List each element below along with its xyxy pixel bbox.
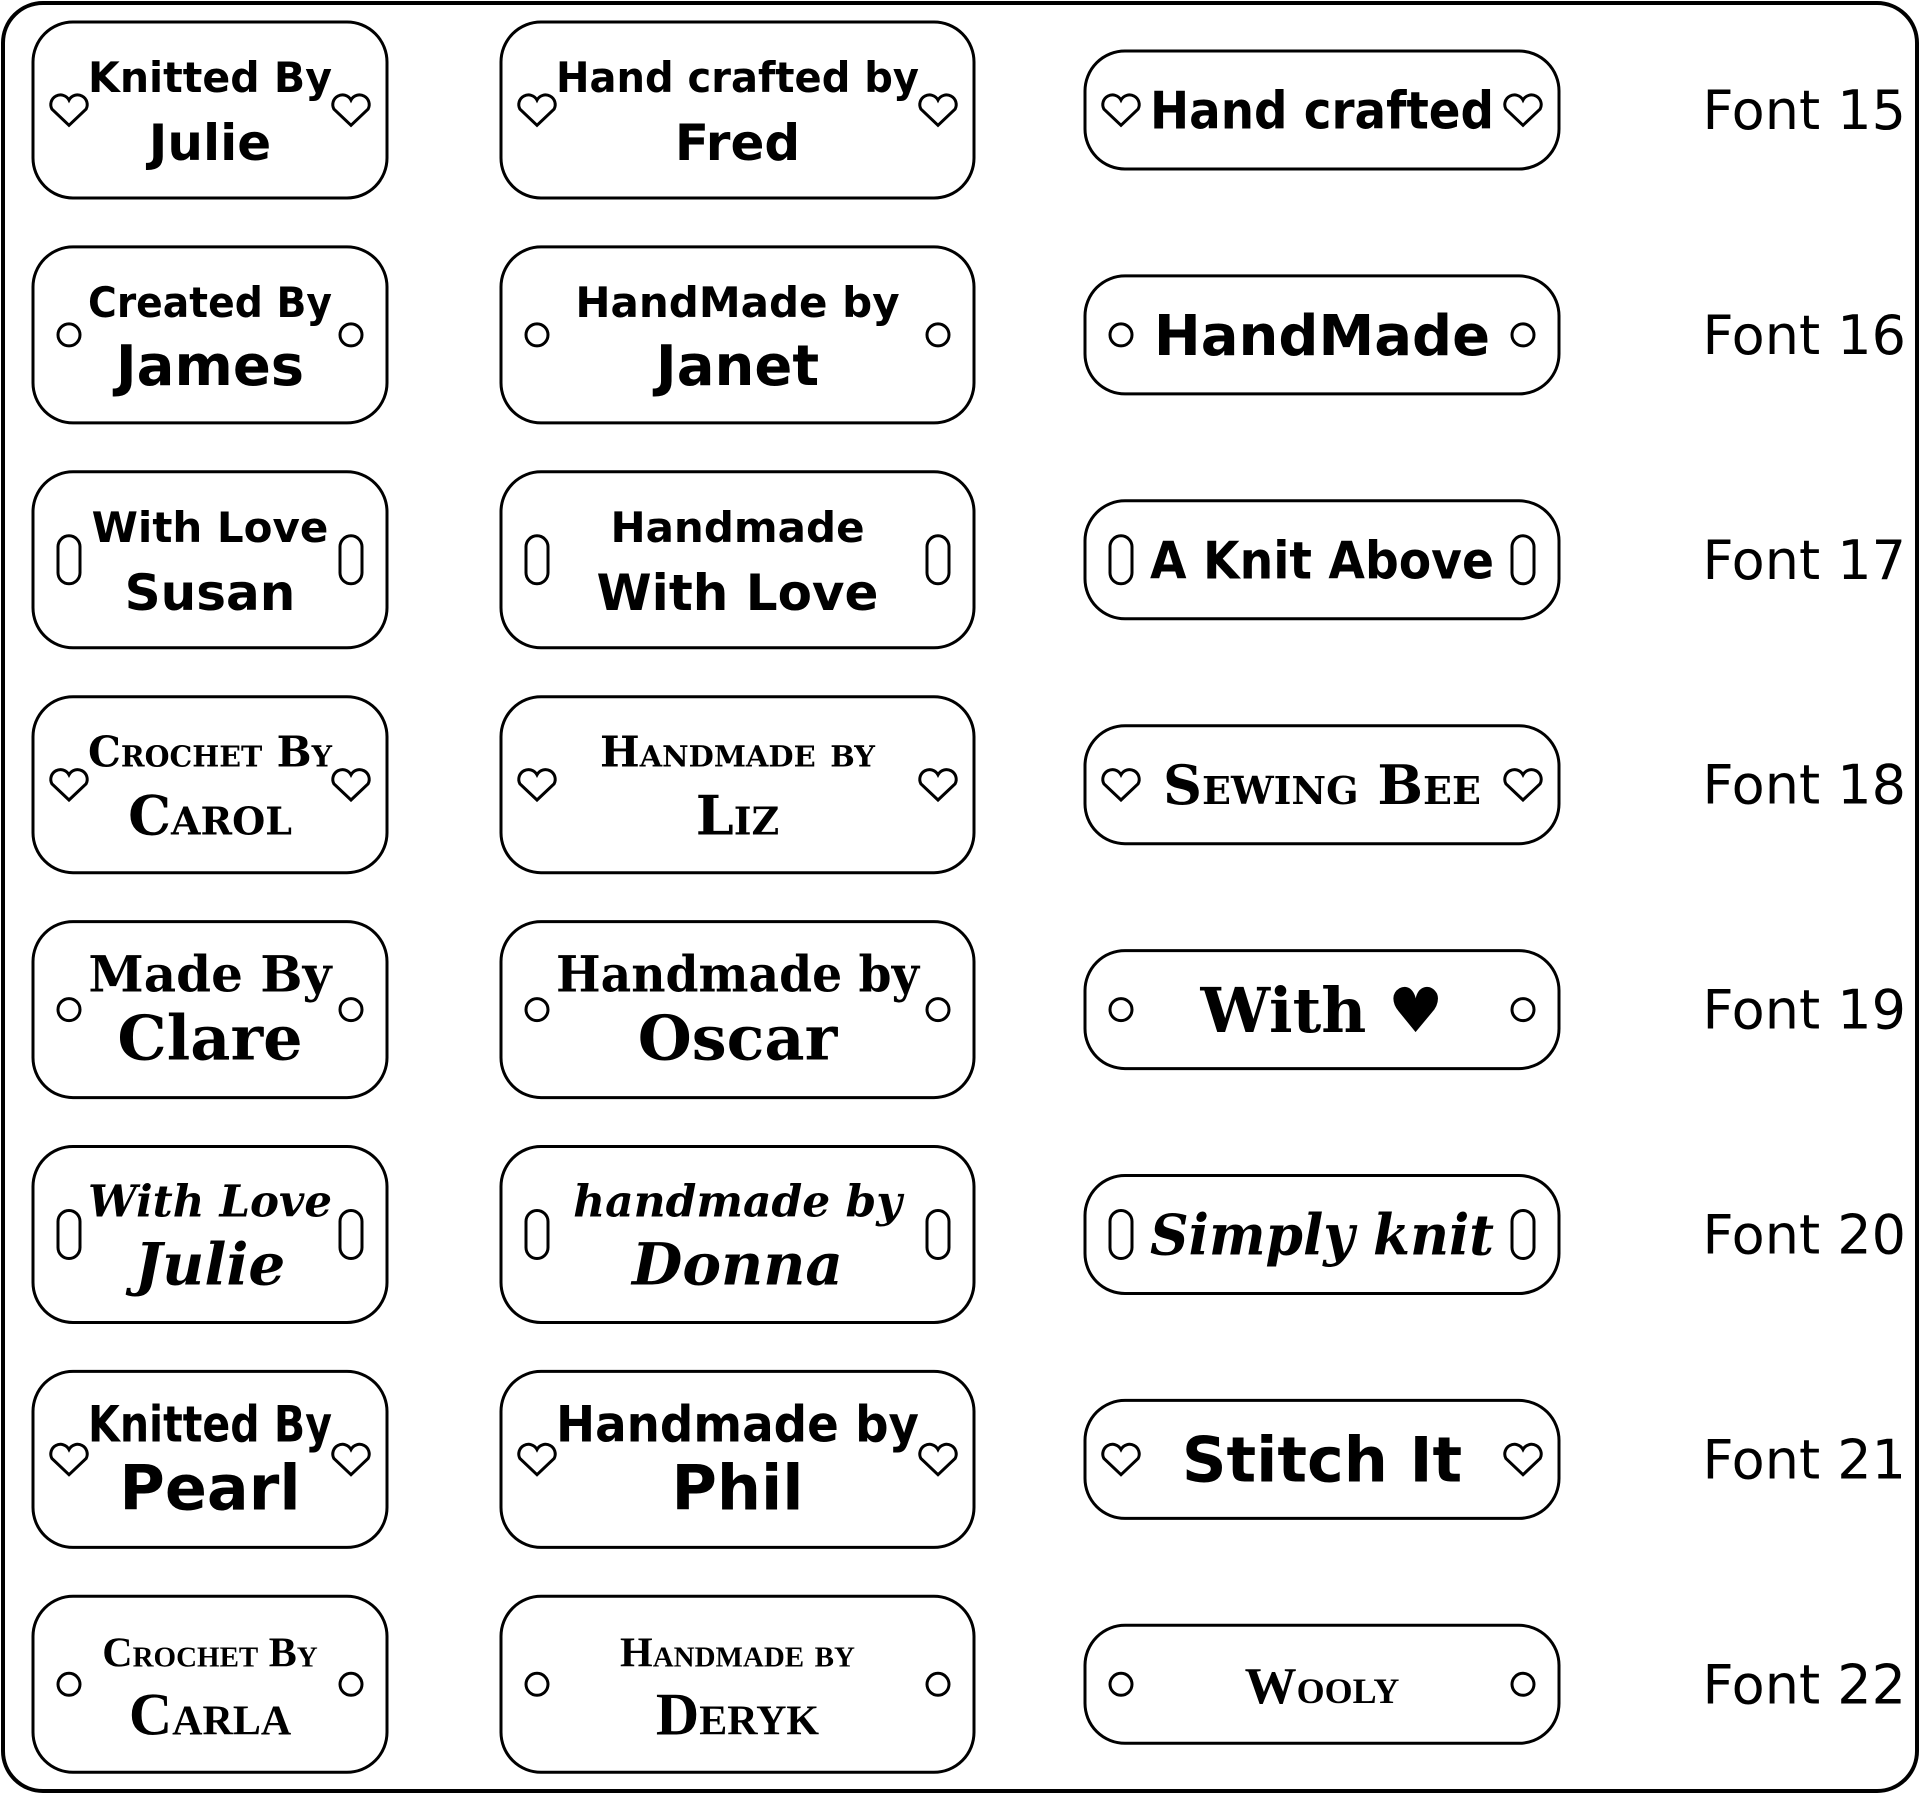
short-tag-first-line: With Love: [88, 1176, 332, 1228]
long-tag-name-line: Fred: [674, 114, 801, 172]
short-tag-name-line: Clare: [117, 1001, 303, 1075]
long-tag-first-line: Handmade by: [556, 1395, 919, 1454]
single-line-tag-text: Wooly: [1244, 1658, 1400, 1716]
long-tag-first-line: Handmade by: [599, 727, 876, 777]
long-tag-font-15: [501, 22, 974, 198]
font-16-label: Font 16: [1702, 303, 1906, 367]
long-tag-name-line: Deryk: [655, 1681, 820, 1748]
single-line-tag-font-21: [1085, 1400, 1559, 1518]
short-tag-font-15: [33, 22, 387, 198]
single-line-tag-font-19: [1085, 951, 1559, 1069]
single-line-tag-text: With ♥: [1200, 973, 1444, 1047]
short-tag-font-18: [33, 697, 387, 873]
short-tag-first-line: With Love: [91, 502, 329, 552]
single-line-tag-text: Hand crafted: [1150, 81, 1494, 142]
font-20-label: Font 20: [1702, 1203, 1906, 1267]
single-line-tag-text: Stitch It: [1181, 1423, 1463, 1497]
long-tag-name-line: Phil: [671, 1451, 804, 1525]
long-tag-font-19: [501, 922, 974, 1098]
single-line-tag-font-15: [1085, 51, 1559, 169]
short-tag-font-20: [33, 1147, 387, 1323]
long-tag-font-22: [501, 1596, 974, 1772]
single-line-tag-font-18: [1085, 726, 1559, 844]
long-tag-first-line: Handmade: [610, 502, 865, 552]
long-tag-font-17: [501, 472, 974, 648]
long-tag-font-21: [501, 1371, 974, 1547]
short-tag-first-line: Created By: [88, 277, 332, 327]
short-tag-first-line: Crochet By: [88, 727, 333, 777]
font-17-label: Font 17: [1702, 528, 1906, 592]
short-tag-name-line: Susan: [124, 563, 296, 622]
short-tag-font-17: [33, 472, 387, 648]
single-line-tag-text: Simply knit: [1150, 1202, 1495, 1269]
short-tag-name-line: Julie: [148, 114, 272, 172]
font-22-label: Font 22: [1702, 1653, 1906, 1717]
short-tag-name-line: James: [115, 333, 305, 399]
short-tag-font-19: [33, 922, 387, 1098]
short-tag-font-21: [33, 1371, 387, 1547]
font-15-label: Font 15: [1702, 79, 1906, 142]
long-tag-font-20: [501, 1147, 974, 1323]
short-tag-name-line: Carol: [128, 783, 292, 848]
short-tag-font-22: [33, 1596, 387, 1772]
single-line-tag-text: HandMade: [1153, 304, 1491, 370]
long-tag-first-line: Hand crafted by: [556, 53, 919, 102]
long-tag-first-line: Handmade by: [620, 1630, 855, 1677]
short-tag-first-line: Knitted By: [88, 53, 332, 102]
short-tag-font-16: [33, 247, 387, 423]
long-tag-name-line: With Love: [596, 563, 879, 622]
single-line-tag-font-16: [1085, 276, 1559, 394]
single-line-tag-font-22: [1085, 1625, 1559, 1743]
single-line-tag-text: A Knit Above: [1150, 531, 1494, 592]
long-tag-font-18: [501, 697, 974, 873]
font-18-label: Font 18: [1702, 753, 1906, 817]
single-line-tag-font-17: [1085, 501, 1559, 619]
short-tag-first-line: Made By: [88, 944, 332, 1004]
long-tag-first-line: HandMade by: [575, 277, 900, 327]
short-tag-first-line: Crochet By: [102, 1630, 318, 1677]
long-tag-name-line: Liz: [695, 783, 780, 848]
long-tag-first-line: Handmade by: [556, 944, 921, 1004]
short-tag-first-line: Knitted By: [88, 1395, 332, 1454]
long-tag-first-line: handmade by: [573, 1176, 902, 1228]
font-21-label: Font 21: [1702, 1428, 1906, 1492]
single-line-tag-font-20: [1085, 1176, 1559, 1294]
long-tag-name-line: Donna: [632, 1230, 843, 1299]
long-tag-name-line: Janet: [655, 333, 820, 399]
long-tag-font-16: [501, 247, 974, 423]
short-tag-name-line: Julie: [134, 1230, 286, 1299]
short-tag-name-line: Pearl: [119, 1451, 301, 1525]
font-19-label: Font 19: [1702, 978, 1906, 1042]
long-tag-name-line: Oscar: [637, 1001, 838, 1075]
short-tag-name-line: Carla: [128, 1681, 292, 1748]
single-line-tag-text: Sewing Bee: [1163, 753, 1481, 818]
